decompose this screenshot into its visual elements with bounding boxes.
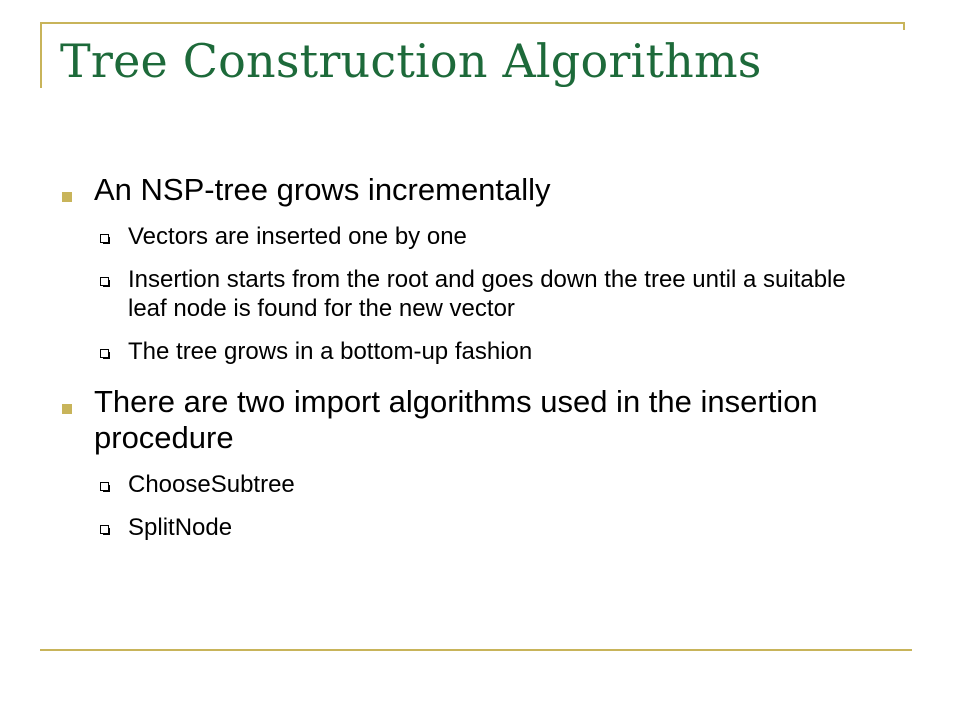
- bullet-text: There are two import algorithms used in the insertion procedure: [94, 384, 818, 455]
- sub-bullet-item: [60, 222, 890, 251]
- hollow-square-bullet-icon: [100, 349, 109, 358]
- hollow-square-bullet-icon: [100, 234, 109, 243]
- hollow-square-bullet-icon: [100, 525, 109, 534]
- left-divider: [40, 22, 42, 88]
- sub-bullet-text: Insertion starts from the root and goes down the tree until a suitable leaf node is found for the new vector: [128, 266, 846, 322]
- hollow-square-bullet-icon: [100, 277, 109, 286]
- slide-title: Tree Construction Algorithms: [60, 34, 762, 88]
- bullet-text: An NSP-tree grows incrementally: [94, 172, 551, 207]
- sub-bullet-text: Vectors are inserted one by one: [128, 223, 467, 250]
- sub-bullet-item: [60, 337, 890, 366]
- square-bullet-icon: [62, 404, 72, 414]
- sub-bullet-item: [60, 513, 890, 542]
- right-tick: [903, 22, 905, 30]
- sub-bullet-item: [60, 470, 890, 499]
- sub-bullet-text: SplitNode: [128, 514, 233, 541]
- bullet-item: [60, 384, 890, 456]
- top-divider: [40, 22, 904, 24]
- hollow-square-bullet-icon: [100, 482, 109, 491]
- slide-body: [60, 172, 890, 556]
- sub-bullet-text: The tree grows in a bottom-up fashion: [128, 338, 533, 365]
- square-bullet-icon: [62, 192, 72, 202]
- sub-bullet-text: ChooseSubtree: [128, 471, 295, 498]
- bottom-divider: [40, 649, 912, 651]
- sub-bullet-item: [60, 265, 890, 323]
- bullet-item: [60, 172, 890, 208]
